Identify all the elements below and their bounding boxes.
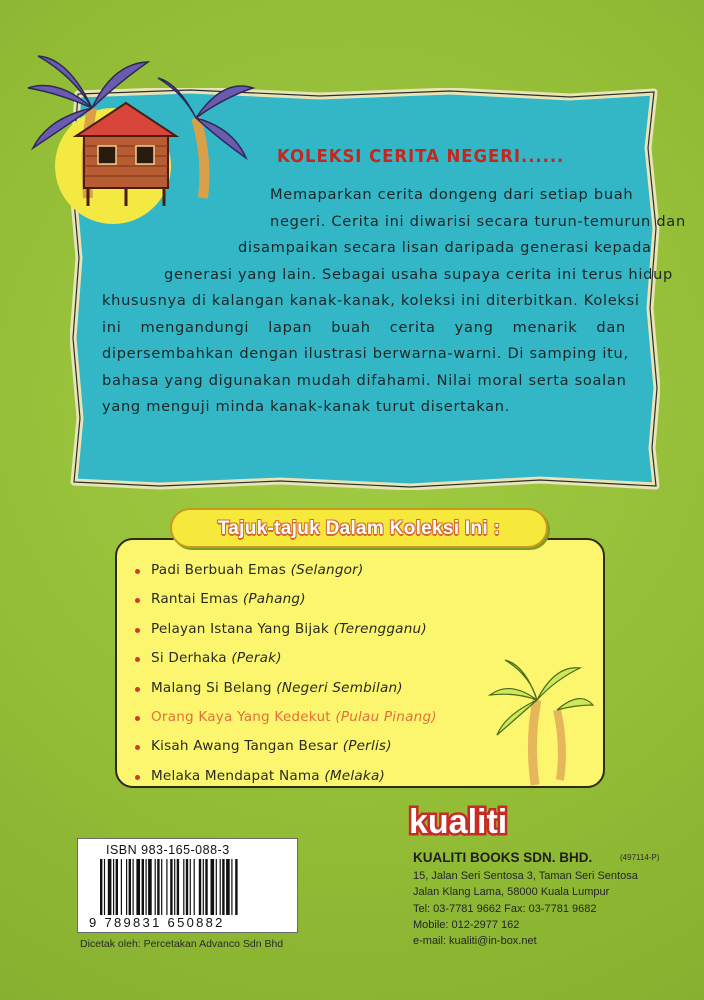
description-line: ini mengandungi lapan buah cerita yang menarik dan [102,318,626,336]
bullet-icon [135,657,140,662]
address-line: Tel: 03-7781 9662 Fax: 03-7781 9682 [413,902,597,915]
kualiti-logo [407,800,535,842]
barcode-icon [100,859,280,917]
bullet-icon [135,745,140,750]
list-item: Padi Berbuah Emas (Selangor) [135,562,437,591]
list-item: Rantai Emas (Pahang) [135,591,437,620]
printer-credit: Dicetak oleh: Percetakan Advanco Sdn Bhd [80,938,284,950]
publisher-address [413,868,638,949]
palm-tree-illustration [485,650,595,790]
description-line: Memaparkan cerita dongeng dari setiap buah [270,186,634,203]
logo-text: kualiti [409,803,508,841]
publisher-code: (497114-P) [620,853,660,862]
bullet-icon [135,569,140,574]
description-line: generasi yang lain. Sebagai usaha supaya cerita ini terus hidup [164,265,674,283]
list-item: Melaka Mendapat Nama (Melaka) [135,768,437,797]
titles-heading-banner [170,508,548,548]
description-line: negeri. Cerita ini diwarisi secara turun-temurun dan [270,212,686,230]
address-line: e-mail: kualiti@in-box.net [413,935,537,948]
bullet-icon [135,716,140,721]
description-line: dipersembahkan dengan ilustrasi berwarna-warni. Di samping itu, [102,345,629,362]
isbn-barcode [77,838,298,933]
description-line: bahasa yang digunakan mudah difahami. Nilai moral serta soalan [102,371,627,389]
wooden-house-illustration [18,48,258,228]
panel-title: KOLEKSI CERITA NEGERI...... [277,146,565,167]
barcode-digits: 9 789831 650882 [89,915,225,930]
titles-heading: Tajuk-tajuk Dalam Koleksi Ini : [217,518,501,539]
bullet-icon [135,628,140,633]
bullet-icon [135,687,140,692]
list-item: Orang Kaya Yang Kedekut (Pulau Pinang) [135,709,437,738]
list-item: Kisah Awang Tangan Besar (Perlis) [135,738,437,767]
isbn-label: ISBN 983-165-088-3 [106,843,230,857]
address-line: Jalan Klang Lama, 58000 Kuala Lumpur [413,886,610,899]
list-item: Si Derhaka (Perak) [135,650,437,679]
list-item: Malang Si Belang (Negeri Sembilan) [135,680,437,709]
bullet-icon [135,775,140,780]
publisher-name: KUALITI BOOKS SDN. BHD. [413,850,593,865]
description-line: khususnya di kalangan kanak-kanak, koleksi ini diterbitkan. Koleksi [102,292,640,309]
list-item: Pelayan Istana Yang Bijak (Terengganu) [135,621,437,650]
description-line: disampaikan secara lisan daripada generasi kepada [238,239,652,256]
address-line: Mobile: 012-2977 162 [413,918,520,931]
bullet-icon [135,598,140,603]
description-line: yang menguji minda kanak-kanak turut disertakan. [102,398,511,415]
titles-list [135,562,437,797]
address-line: 15, Jalan Seri Sentosa 3, Taman Seri Sentosa [413,870,638,882]
